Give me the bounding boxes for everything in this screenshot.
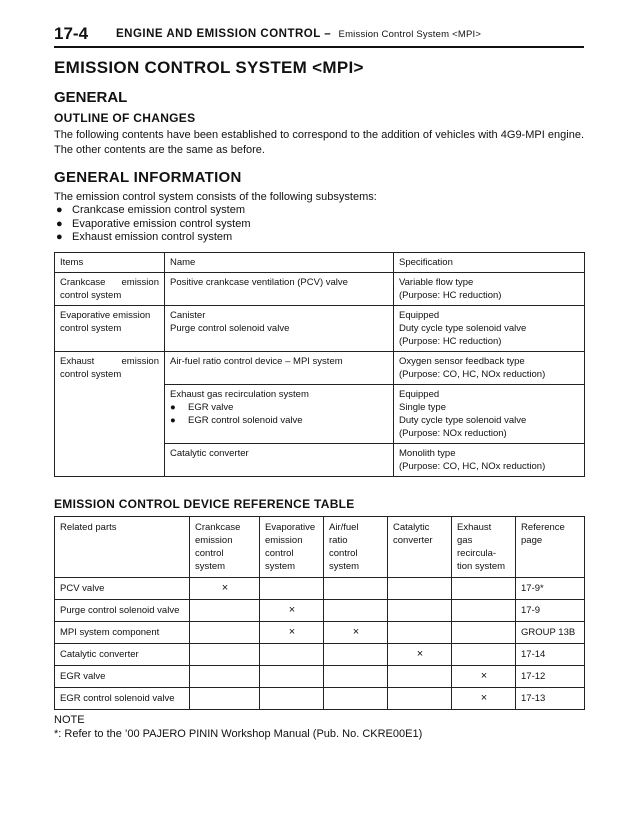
applies-mark: × <box>190 578 260 600</box>
column-header: Specification <box>394 253 585 273</box>
part-cell: Catalytic converter <box>55 644 190 666</box>
section-name: ENGINE AND EMISSION CONTROL – <box>116 28 332 40</box>
table-row <box>55 352 585 385</box>
header-line: Evaporative <box>265 522 316 533</box>
header-line: control <box>195 548 224 559</box>
applies-mark: × <box>388 644 452 666</box>
note-label: NOTE <box>54 714 85 726</box>
empty-cell <box>260 666 324 688</box>
note-text: *: Refer to the ’00 PAJERO PININ Workshop Manual (Pub. No. CKRE00E1) <box>54 728 423 740</box>
bullet-icon: ● <box>56 231 63 243</box>
spec-line: (Purpose: HC reduction) <box>399 290 502 301</box>
reference-table-body <box>55 578 585 710</box>
name-line: Exhaust gas recirculation system <box>170 389 309 400</box>
item-cell: Exhaust emission control system <box>55 352 165 385</box>
empty-cell <box>452 600 516 622</box>
reference-page-cell: 17-12 <box>516 666 585 688</box>
header-line: tion system <box>457 561 506 572</box>
header-line: system <box>329 561 360 572</box>
list-item <box>54 231 584 245</box>
empty-cell <box>452 622 516 644</box>
header-line: system <box>265 561 296 572</box>
spec-cell <box>394 273 585 306</box>
empty-cell <box>388 600 452 622</box>
empty-cell <box>452 644 516 666</box>
empty-cell <box>388 666 452 688</box>
table-row <box>55 622 585 644</box>
name-line: EGR control solenoid valve <box>188 415 303 426</box>
applies-mark: × <box>260 600 324 622</box>
header-line: Exhaust <box>457 522 492 533</box>
subsystem-list <box>54 204 584 245</box>
spec-line: Monolith type <box>399 448 456 459</box>
list-item <box>54 204 584 218</box>
item-cell <box>55 385 165 444</box>
page-title: EMISSION CONTROL SYSTEM <MPI> <box>54 58 364 77</box>
table-row <box>55 688 585 710</box>
empty-cell <box>388 688 452 710</box>
header-rule <box>54 46 584 48</box>
spec-cell <box>394 352 585 385</box>
header-line: recircula- <box>457 548 497 559</box>
specification-table <box>54 252 585 477</box>
spec-line: (Purpose: CO, HC, NOx reduction) <box>399 369 546 380</box>
table-row <box>55 306 585 352</box>
reference-page-cell: 17-14 <box>516 644 585 666</box>
header-line: system <box>195 561 226 572</box>
empty-cell <box>324 578 388 600</box>
outline-heading: OUTLINE OF CHANGES <box>54 111 196 125</box>
empty-cell <box>452 578 516 600</box>
part-cell: EGR control solenoid valve <box>55 688 190 710</box>
reference-page-cell: GROUP 13B <box>516 622 585 644</box>
name-line: Canister <box>170 310 206 321</box>
reference-page-cell: 17-13 <box>516 688 585 710</box>
part-cell: MPI system component <box>55 622 190 644</box>
column-header: Related parts <box>55 517 190 578</box>
list-item <box>54 218 584 232</box>
applies-mark: × <box>260 622 324 644</box>
name-cell <box>165 306 394 352</box>
empty-cell <box>260 644 324 666</box>
empty-cell <box>324 600 388 622</box>
column-header <box>452 517 516 578</box>
spec-line: (Purpose: HC reduction) <box>399 336 502 347</box>
applies-mark: × <box>452 666 516 688</box>
part-cell: EGR valve <box>55 666 190 688</box>
spec-cell <box>394 385 585 444</box>
list-item-text: Exhaust emission control system <box>72 231 233 243</box>
spec-cell <box>394 306 585 352</box>
bullet-icon: ● <box>56 204 63 216</box>
name-cell <box>165 385 394 444</box>
outline-paragraph: The following contents have been established to correspond to the addition of vehicles with 4G9-MPI engine. The other contents are the same as before. <box>54 129 584 156</box>
header-line: control <box>265 548 294 559</box>
empty-cell <box>388 622 452 644</box>
spec-line: Oxygen sensor feedback type <box>399 356 525 367</box>
empty-cell <box>324 644 388 666</box>
column-header: Items <box>55 253 165 273</box>
empty-cell <box>324 688 388 710</box>
column-header: Name <box>165 253 394 273</box>
name-line: Purge control solenoid valve <box>170 323 290 334</box>
header-line: Reference <box>521 522 565 533</box>
note-block <box>54 713 422 741</box>
spec-line: Equipped <box>399 310 440 321</box>
header-line: Air/fuel <box>329 522 359 533</box>
table-header-row <box>55 253 585 273</box>
spec-cell <box>394 444 585 477</box>
list-item <box>170 401 388 414</box>
name-line: EGR valve <box>188 402 234 413</box>
subsection-title: Emission Control System <MPI> <box>338 29 482 40</box>
item-cell: Crankcase emission control system <box>55 273 165 306</box>
table-row <box>55 385 585 444</box>
table-row <box>55 444 585 477</box>
item-cell: Evaporative emission control system <box>55 306 165 352</box>
item-cell <box>55 444 165 477</box>
part-cell: PCV valve <box>55 578 190 600</box>
spec-line: Variable flow type <box>399 277 474 288</box>
header-line: control <box>329 548 358 559</box>
page-header <box>54 22 584 46</box>
part-cell: Purge control solenoid valve <box>55 600 190 622</box>
bullet-icon: ● <box>56 217 63 230</box>
empty-cell <box>190 622 260 644</box>
header-line: Catalytic <box>393 522 430 533</box>
bullet-icon: ● <box>170 415 176 426</box>
reference-table-heading: EMISSION CONTROL DEVICE REFERENCE TABLE <box>54 497 355 511</box>
list-item <box>170 414 388 427</box>
table-row <box>55 578 585 600</box>
applies-mark: × <box>324 622 388 644</box>
general-heading: GENERAL <box>54 89 128 106</box>
name-cell: Air-fuel ratio control device – MPI system <box>165 352 394 385</box>
bullet-icon: ● <box>170 402 176 413</box>
header-line: gas <box>457 535 473 546</box>
reference-table <box>54 516 585 710</box>
table-row <box>55 273 585 306</box>
spec-line: (Purpose: CO, HC, NOx reduction) <box>399 461 546 472</box>
section-title <box>116 28 481 40</box>
empty-cell <box>190 600 260 622</box>
empty-cell <box>190 688 260 710</box>
name-cell: Positive crankcase ventilation (PCV) valve <box>165 273 394 306</box>
table-row <box>55 666 585 688</box>
spec-line: Single type <box>399 402 447 413</box>
empty-cell <box>324 666 388 688</box>
general-information-intro: The emission control system consists of the following subsystems: <box>54 191 377 203</box>
name-cell: Catalytic converter <box>165 444 394 477</box>
header-line: Crankcase <box>195 522 241 533</box>
header-line: emission <box>195 535 233 546</box>
list-item-text: Evaporative emission control system <box>72 217 251 230</box>
spec-line: Duty cycle type solenoid valve <box>399 323 527 334</box>
applies-mark: × <box>452 688 516 710</box>
empty-cell <box>260 688 324 710</box>
header-line: emission <box>265 535 303 546</box>
column-header <box>324 517 388 578</box>
table-row <box>55 600 585 622</box>
reference-page-cell: 17-9 <box>516 600 585 622</box>
empty-cell <box>388 578 452 600</box>
page-number: 17-4 <box>54 24 89 43</box>
table-row <box>55 644 585 666</box>
column-header <box>260 517 324 578</box>
header-line: ratio <box>329 535 348 546</box>
spec-line: Duty cycle type solenoid valve <box>399 415 527 426</box>
general-information-heading: GENERAL INFORMATION <box>54 169 242 186</box>
column-header <box>190 517 260 578</box>
reference-page-cell: 17-9* <box>516 578 585 600</box>
empty-cell <box>190 644 260 666</box>
table-header-row <box>55 517 585 578</box>
column-header <box>516 517 585 578</box>
header-line: converter <box>393 535 433 546</box>
spec-line: (Purpose: NOx reduction) <box>399 428 507 439</box>
spec-line: Equipped <box>399 389 440 400</box>
empty-cell <box>260 578 324 600</box>
column-header <box>388 517 452 578</box>
empty-cell <box>190 666 260 688</box>
list-item-text: Crankcase emission control system <box>72 204 246 216</box>
header-line: page <box>521 535 543 546</box>
